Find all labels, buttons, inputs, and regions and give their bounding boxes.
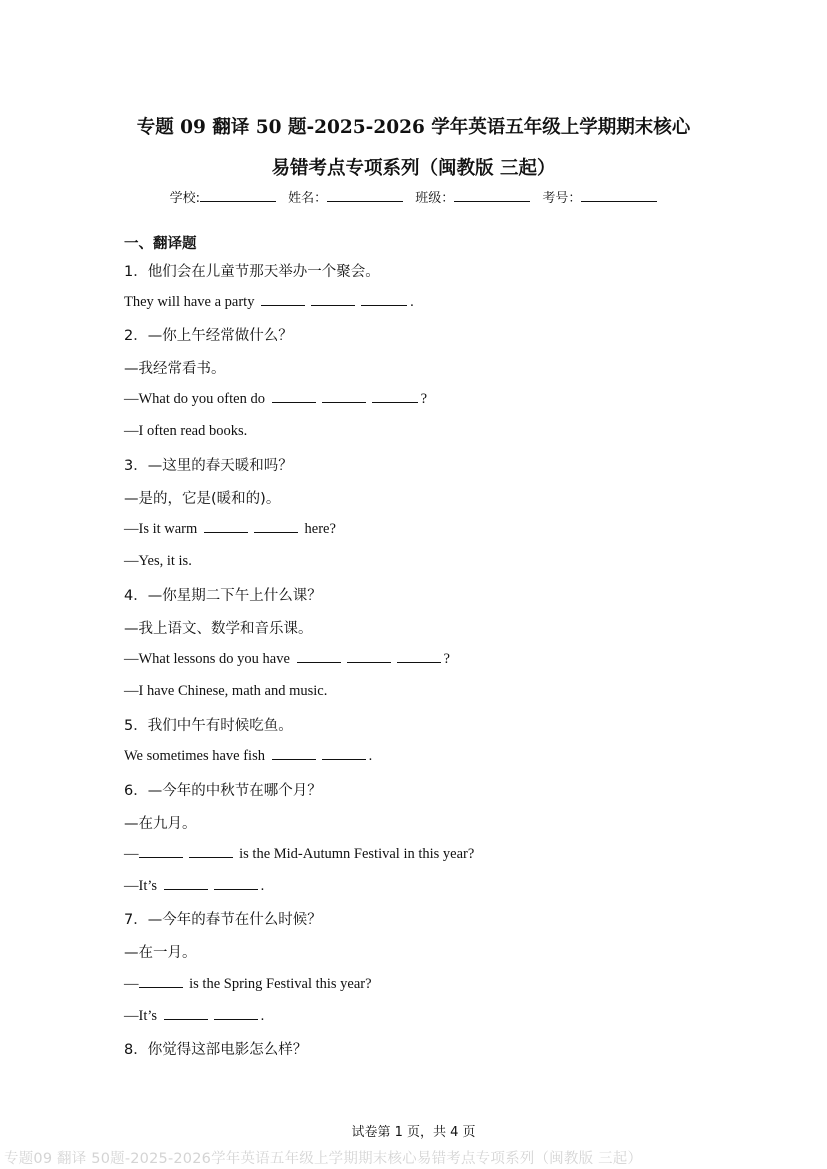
- q3-chinese-question: 3．—这里的春天暖和吗？: [124, 458, 293, 474]
- q7-chinese-answer: —在一月。: [124, 945, 197, 961]
- q8-chinese: 8．你觉得这部电影怎么样？: [124, 1042, 308, 1058]
- q1-english-text: They will have a party: [124, 294, 255, 310]
- school-label: 学校:: [169, 191, 200, 206]
- name-blank[interactable]: [327, 189, 403, 202]
- q4-english-end: ?: [443, 651, 450, 667]
- q1-blank-3[interactable]: [361, 293, 407, 306]
- student-info-row: [0, 187, 827, 206]
- q6-answer-end: .: [260, 878, 265, 894]
- q1-english: [124, 293, 414, 311]
- q7-english-dash: —: [124, 976, 139, 992]
- q2-english-text: —What do you often do: [124, 391, 265, 407]
- q2-english-end: ?: [420, 391, 428, 407]
- section-title: 一、翻译题: [124, 236, 197, 252]
- q4-blank-2[interactable]: [347, 650, 391, 663]
- q7-english-text: is the Spring Festival this year?: [189, 976, 372, 992]
- q4-blank-3[interactable]: [397, 650, 441, 663]
- q6-chinese-question: 6．—今年的中秋节在哪个月？: [124, 783, 322, 799]
- q3-english-text: —Is it warm: [124, 521, 198, 537]
- q1-english-end: .: [410, 294, 414, 310]
- q2-blank-2[interactable]: [322, 390, 366, 403]
- q7-answer-text: —It’s: [124, 1008, 158, 1024]
- q2-english: [124, 390, 427, 408]
- q3-english-end: here?: [304, 521, 336, 537]
- q5-blank-2[interactable]: [322, 747, 366, 760]
- q2-blank-3[interactable]: [372, 390, 418, 403]
- q6-chinese-answer: —在九月。: [124, 816, 197, 832]
- q7-answer-end: .: [260, 1008, 265, 1024]
- q5-english-text: We sometimes have fish: [124, 748, 265, 764]
- q5-english: [124, 747, 372, 765]
- q2-english-answer: —I often read books.: [124, 423, 248, 439]
- q1-blank-2[interactable]: [311, 293, 355, 306]
- school-blank[interactable]: [200, 189, 276, 202]
- q6-english-answer: [124, 877, 264, 895]
- class-blank[interactable]: [454, 189, 530, 202]
- q5-blank-1[interactable]: [272, 747, 316, 760]
- q2-blank-1[interactable]: [272, 390, 316, 403]
- q1-blank-1[interactable]: [261, 293, 305, 306]
- q6-answer-blank-1[interactable]: [164, 877, 208, 890]
- class-label: 班级：: [415, 191, 455, 206]
- watermark-text: 专题09 翻译 50题-2025-2026学年英语五年级上学期期末核心易错考点专项系列（闽教版 三起）: [4, 1151, 643, 1167]
- q4-english: [124, 650, 450, 668]
- q7-answer-blank-1[interactable]: [164, 1007, 208, 1020]
- q4-english-text: —What lessons do you have: [124, 651, 290, 667]
- q4-blank-1[interactable]: [297, 650, 341, 663]
- q7-english-answer: [124, 1007, 264, 1025]
- exam-number-label: 考号：: [542, 191, 582, 206]
- q6-blank-2[interactable]: [189, 845, 233, 858]
- q6-english-text: is the Mid-Autumn Festival in this year?: [239, 846, 475, 862]
- q3-blank-2[interactable]: [254, 520, 298, 533]
- document-title-line2: 易错考点专项系列（闽教版 三起）: [271, 158, 556, 179]
- q6-blank-1[interactable]: [139, 845, 183, 858]
- q3-english: [124, 520, 336, 538]
- page-footer: 试卷第 1 页，共 4 页: [351, 1125, 476, 1140]
- q3-english-answer: —Yes, it is.: [124, 553, 192, 569]
- q4-chinese-answer: —我上语文、数学和音乐课。: [124, 621, 313, 637]
- name-label: 姓名：: [288, 191, 328, 206]
- q7-answer-blank-2[interactable]: [214, 1007, 258, 1020]
- document-title-line1: 专题 09 翻译 50 题-2025-2026 学年英语五年级上学期期末核心: [136, 117, 691, 138]
- q4-chinese-question: 4．—你星期二下午上什么课？: [124, 588, 322, 604]
- q2-chinese-answer: —我经常看书。: [124, 361, 226, 377]
- q6-answer-blank-2[interactable]: [214, 877, 258, 890]
- q7-chinese-question: 7．—今年的春节在什么时候？: [124, 912, 322, 928]
- q7-english: [124, 975, 372, 993]
- exam-number-blank[interactable]: [581, 189, 657, 202]
- q6-english-dash: —: [124, 846, 139, 862]
- q3-blank-1[interactable]: [204, 520, 248, 533]
- q3-chinese-answer: —是的，它是(暖和的)。: [124, 491, 281, 507]
- q5-english-end: .: [368, 748, 373, 764]
- q6-english: [124, 845, 474, 863]
- q4-english-answer: —I have Chinese, math and music.: [124, 683, 328, 699]
- q6-answer-text: —It’s: [124, 878, 158, 894]
- q2-chinese-question: 2．—你上午经常做什么？: [124, 328, 293, 344]
- q5-chinese: 5．我们中午有时候吃鱼。: [124, 718, 293, 734]
- q1-chinese: 1．他们会在儿童节那天举办一个聚会。: [124, 264, 380, 280]
- q7-blank-1[interactable]: [139, 975, 183, 988]
